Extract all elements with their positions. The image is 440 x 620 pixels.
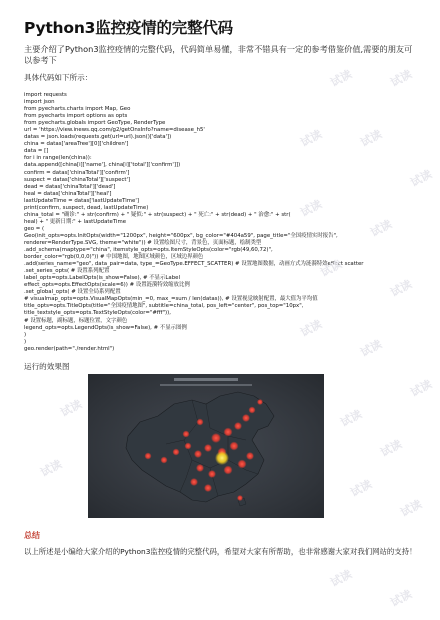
code-line: dead = datas['chinaTotal']['dead'] xyxy=(24,183,116,190)
code-line: .add_schema(maptype="china", itemstyle_opts=opts.ItemStyleOpts(color="rgb(49,60,72)", xyxy=(24,247,273,254)
code-line: lastUpdateTime = datas['lastUpdateTime'] xyxy=(24,197,139,204)
code-line: suspect = datas['chinaTotal']['suspect'] xyxy=(24,176,131,183)
code-line: from pyecharts.globals import GeoType, RenderType xyxy=(24,120,166,127)
watermark-text: 试读 xyxy=(388,587,414,610)
code-line: .set_global_opts( # 设置全局系列配置 xyxy=(24,289,121,296)
watermark-text: 试读 xyxy=(408,167,434,190)
watermark-text: 试读 xyxy=(38,457,64,480)
code-line: heal = datas['chinaTotal']['heal'] xyxy=(24,190,112,197)
watermark-text: 试读 xyxy=(368,217,394,240)
watermark-text: 试读 xyxy=(358,127,384,150)
code-line: import json xyxy=(24,99,55,106)
watermark-text: 试读 xyxy=(398,497,424,520)
watermark-text: 试读 xyxy=(298,317,324,340)
watermark-text: 试读 xyxy=(408,377,434,400)
code-line: china = datas['areaTree'][0]['children'] xyxy=(24,141,129,148)
result-section-label: 运行的效果图 xyxy=(24,362,70,371)
code-line: from pyecharts import options as opts xyxy=(24,113,128,120)
watermark-text: 试读 xyxy=(328,567,354,590)
map-subtitle-text xyxy=(160,384,252,386)
watermark-text: 试读 xyxy=(298,197,324,220)
code-line: # visualmap_opts=opts.VisualMapOpts(min_=0, max_=sum / len(datas)), # 设置视觉映射配置，最大值为平均值 xyxy=(24,296,318,303)
article-intro: 主要介绍了Python3监控疫情的完整代码，代码简单易懂，非常不错具有一定的参考借鉴价值,需要的朋友可以参考下 xyxy=(24,44,413,65)
code-line: ) xyxy=(24,331,27,338)
code-line: ) xyxy=(24,338,27,345)
summary-heading: 总结 xyxy=(24,531,40,540)
code-line: geo.render(path="./render.html") xyxy=(24,345,115,352)
code-block xyxy=(24,92,420,353)
code-line: data = [] xyxy=(24,148,49,155)
summary-text: 以上所述是小编给大家介绍的Python3监控疫情的完整代码，希望对大家有所帮助，也非常感谢大家对我们网站的支持！ xyxy=(24,547,417,556)
code-line: border_color="rgb(0,0,0)")) # 中国地图，地图区域颜色，区域边界颜色 xyxy=(24,254,204,261)
code-line: url = 'https://view.inews.qq.com/g2/getOnsInfo?name=disease_h5' xyxy=(24,127,205,134)
watermark-text: 试读 xyxy=(298,127,324,150)
code-line: china_total = "确诊:" + str(confirm) + " 疑似:" + str(suspect) + " 死亡:" + str(dead) + " 治愈:" + str( xyxy=(24,211,291,218)
code-line: from pyecharts.charts import Map, Geo xyxy=(24,106,131,113)
code-line: legend_opts=opts.LegendOpts(is_show=False), # 不显示图例 xyxy=(24,324,187,331)
epidemic-map-screenshot xyxy=(88,374,324,518)
watermark-text: 试读 xyxy=(378,437,404,460)
watermark-text: 试读 xyxy=(348,477,374,500)
article-title: Python3监控疫情的完整代码 xyxy=(24,19,233,37)
code-line: # 设置标题，副标题，标题位置，文字颜色 xyxy=(24,317,128,324)
code-line: data.append([china[i]['name'], china[i]['total']['confirm']]) xyxy=(24,162,181,169)
code-line: import requests xyxy=(24,92,67,98)
code-line: effect_opts=opts.EffectOpts(scale=6)) # 设置涟漪特效缩放比例 xyxy=(24,282,190,289)
code-line: .set_series_opts( # 设置系列配置 xyxy=(24,268,110,275)
code-line: print(confirm, suspect, dead, lastUpdateTime) xyxy=(24,204,149,211)
code-line: .add(series_name="geo", data_pair=data, type_=GeoType.EFFECT_SCATTER) # 设置地图数据，动画方式为涟漪特效effect scatter xyxy=(24,261,364,268)
watermark-text: 试读 xyxy=(388,67,414,90)
code-line: title_opts=opts.TitleOpts(title="全国疫情地图", subtitle=china_total, pos_left="center", pos_top="10px", xyxy=(24,303,304,310)
map-title-text xyxy=(174,378,238,381)
watermark-text: 试读 xyxy=(58,397,84,420)
hotspot-point xyxy=(215,451,229,465)
code-line: heal) + " 更新日期:" + lastUpdateTime xyxy=(24,218,127,225)
code-line: renderer=RenderType.SVG, theme="white")) # 设置绘图尺寸，背景色，页面标题，绘制类型 xyxy=(24,239,262,246)
code-line: label_opts=opts.LabelOpts(is_show=False), # 不显示Label xyxy=(24,275,180,282)
code-line: datas = json.loads(requests.get(url=url).json()['data']) xyxy=(24,134,172,141)
code-line: Geo(init_opts=opts.InitOpts(width="1200px", height="600px", bg_color="#404a59", page_title="全国疫情实时报告", xyxy=(24,232,338,239)
watermark-text: 试读 xyxy=(388,277,414,300)
code-line: title_textstyle_opts=opts.TextStyleOpts(color="#fff")), xyxy=(24,310,171,317)
watermark-text: 试读 xyxy=(328,67,354,90)
code-section-label: 具体代码如下所示： xyxy=(24,73,93,82)
watermark-text: 试读 xyxy=(338,407,364,430)
code-line: for i in range(len(china)): xyxy=(24,155,92,162)
watermark-text: 试读 xyxy=(318,257,344,280)
code-line: confirm = datas['chinaTotal']['confirm'] xyxy=(24,169,130,176)
china-map-graphic xyxy=(88,374,324,518)
watermark-text: 试读 xyxy=(358,337,384,360)
code-line: geo = ( xyxy=(24,225,45,232)
